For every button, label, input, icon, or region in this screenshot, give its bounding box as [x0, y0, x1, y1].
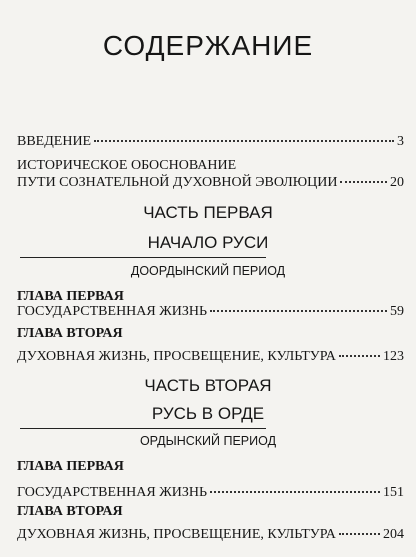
leader-dots [340, 181, 387, 183]
part-two-label: ЧАСТЬ ВТОРАЯ [144, 376, 272, 395]
entry-title: ДУХОВНАЯ ЖИЗНЬ, ПРОСВЕЩЕНИЕ, КУЛЬТУРА [17, 349, 336, 364]
section-divider [20, 428, 266, 429]
leader-dots [339, 355, 380, 357]
toc-entry-part2-chapter2[interactable] [17, 526, 404, 544]
part-two-period: ОРДЫНСКИЙ ПЕРИОД [139, 434, 277, 448]
chapter-heading: ГЛАВА ВТОРАЯ [17, 504, 123, 519]
page-title: СОДЕРЖАНИЕ [102, 30, 314, 61]
leader-dots [339, 533, 380, 535]
leader-dots [210, 491, 380, 493]
chapter-heading: ГЛАВА ВТОРАЯ [17, 326, 123, 341]
entry-page-number: 204 [383, 527, 404, 542]
leader-dots [94, 140, 394, 142]
entry-page-number: 3 [397, 134, 404, 149]
entry-title: ГОСУДАРСТВЕННАЯ ЖИЗНЬ [17, 304, 208, 319]
part-one-period: ДООРДЫНСКИЙ ПЕРИОД [130, 264, 286, 278]
entry-page-number: 20 [390, 175, 404, 190]
section-divider [20, 257, 266, 258]
chapter-heading: ГЛАВА ПЕРВАЯ [17, 289, 124, 304]
entry-title: ВВЕДЕНИЕ [17, 134, 92, 149]
entry-page-number: 123 [383, 349, 404, 364]
toc-entry-historical[interactable] [17, 174, 404, 192]
entry-title: ДУХОВНАЯ ЖИЗНЬ, ПРОСВЕЩЕНИЕ, КУЛЬТУРА [17, 527, 336, 542]
toc-entry-part1-chapter1[interactable] [17, 303, 404, 321]
leader-dots [210, 310, 387, 312]
toc-entry-part1-chapter2[interactable] [17, 348, 404, 366]
chapter-heading: ГЛАВА ПЕРВАЯ [17, 459, 124, 474]
historical-title-line1: ИСТОРИЧЕСКОЕ ОБОСНОВАНИЕ [17, 158, 237, 173]
part-two-name: РУСЬ В ОРДЕ [151, 404, 265, 423]
toc-entry-part2-chapter1[interactable] [17, 484, 404, 502]
entry-title: ГОСУДАРСТВЕННАЯ ЖИЗНЬ [17, 485, 208, 500]
part-one-name: НАЧАЛО РУСИ [147, 233, 269, 252]
entry-title: ПУТИ СОЗНАТЕЛЬНОЙ ДУХОВНОЙ ЭВОЛЮЦИИ [17, 175, 338, 190]
entry-page-number: 151 [383, 485, 404, 500]
toc-entry-intro[interactable] [17, 133, 404, 151]
part-one-label: ЧАСТЬ ПЕРВАЯ [143, 203, 273, 222]
entry-page-number: 59 [390, 304, 404, 319]
